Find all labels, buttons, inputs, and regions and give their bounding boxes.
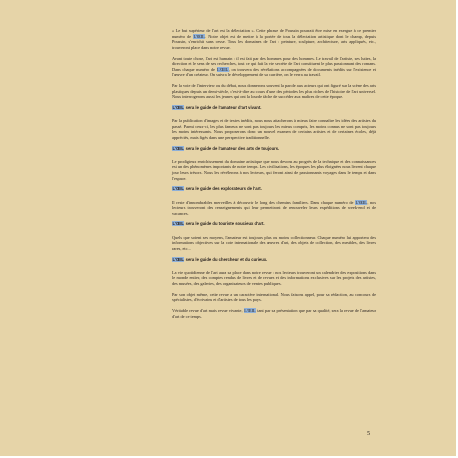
brand-highlight: L'ŒIL — [244, 307, 256, 313]
paragraph-artist-life: Avant toute chose, l'art est humain : il est fait par des hommes pour des hommes. Le travail de l'artiste, ses luttes, la direction et le sens de ses recherches, tout ce qui fait la vie secrète de l'art constituent le plus passionnant des romans. Dans chaque numéro de L'ŒIL, on trouvera des révélations accompagnées de documents inédits sur l'existence et l'œuvre d'un créateur. On suivra le développement de sa carrière, on le verra au travail. — [172, 55, 376, 78]
brand-highlight: L'ŒIL — [172, 105, 184, 111]
paragraph-interviews: Par la voie de l'interview ou du débat, nous donnerons souvent la parole aux acteurs qui ont figuré sur la scène des arts plastiques depuis un demi-siècle, c'est-à-dire au cours d'une des périodes les plus riches de l'histoire de l'art universel. Nous interrogerons aussi les jeunes qui ont la lourde tâche de succéder aux maîtres de cette époque. — [172, 83, 376, 100]
page-number: 5 — [367, 430, 371, 437]
brand-highlight: L'ŒIL — [172, 186, 184, 192]
heading-guide-living-art: L'ŒIL sera le guide de l'amateur d'art vivant. — [172, 105, 262, 111]
paragraph-intro: « Le but supérieur de l'art est la délectation ». Cette phrase de Poussin pourrait être mise en exergue à ce premier numéro de L'ŒIL. Notre objet est de mettre à la portée de tous la délectation artistique dont le champ, depuis Poussin, s'enrichit sans cesse. Tous les domaines de l'art : peinture, sculpture, architecture, arts appliqués, etc., trouveront place dans notre revue. — [172, 28, 376, 50]
brand-highlight: L'ŒIL — [172, 221, 184, 227]
paragraph-past-artists: Par la publication d'images et de textes inédits, nous nous attacherons à mieux faire connaître les idées des artistes du passé. Parmi ceux-ci, les plus fameux ne sont pas toujours les mieux compris, les moins connus ne sont pas toujours les moins intéressants. Nous proposerons donc un nouvel examen de certains artistes et de certaines écoles, déjà appréciés, mais figés dans une perspective traditionnelle. — [172, 118, 376, 140]
brand-highlight: L'ŒIL — [355, 199, 367, 205]
heading-guide-timeless-art: L'ŒIL sera le guide de l'amateur des arts de toujours. — [172, 145, 280, 151]
paragraph-collector: Quels que soient ses moyens, l'amateur est toujours plus ou moins collectionneur. Chaque numéro lui apportera des informations objectives sur la cote internationale des œuvres d'art, des objets de collection, des meubles, des livres rares, etc... — [172, 234, 376, 251]
paragraph-closing: Véritable revue d'art mais revue vivante, L'ŒIL tant par sa présentation que par sa qualité, sera la revue de l'amateur d'art de ce temps. — [172, 307, 376, 319]
editorial-column — [172, 28, 376, 324]
paragraph-international: Par son objet même, cette revue a un caractère international. Nous faisons appel, pour sa rédaction, au concours de spécialistes, d'écrivains et d'artistes de tous les pays. — [172, 291, 376, 303]
paragraph-daily-life: La vie quotidienne de l'art aura sa place dans notre revue : nos lecteurs trouveront un calendrier des expositions dans le monde entier, des comptes rendus de livres et de revues et des informations exclusives sur les projets des artistes, des musées, des galeries, des organisateurs de ventes publiques. — [172, 269, 376, 286]
brand-highlight: L'ŒIL — [217, 66, 229, 72]
brand-highlight: L'ŒIL — [172, 145, 184, 151]
brand-highlight: L'ŒIL — [172, 256, 184, 262]
heading-guide-tourist: L'ŒIL sera le guide du touriste soucieux d'art. — [172, 221, 265, 227]
brand-highlight: L'ŒIL — [193, 33, 205, 39]
paragraph-wonders: Il reste d'innombrables merveilles à découvrir le long des chemins familiers. Dans chaque numéro de L'ŒIL, nos lecteurs trouveront des renseignements qui leur permettront de renouveler leurs expéditions de week-end et de vacances. — [172, 199, 376, 216]
heading-guide-researcher: L'ŒIL sera le guide du chercheur et du curieux. — [172, 256, 268, 262]
heading-guide-explorers: L'ŒIL sera le guide des explorateurs de l'art. — [172, 186, 262, 192]
paragraph-enrichment: Le prodigieux enrichissement du domaine artistique que nous devons au progrès de la technique et des connaissances est un des phénomènes importants de notre temps. Les civilisations, les époques les plus éloignées nous livrent chaque jour leurs trésors. Nous les révélerons à nos lecteurs, qui feront ainsi de passionnants voyages dans le temps et dans l'espace. — [172, 158, 376, 181]
